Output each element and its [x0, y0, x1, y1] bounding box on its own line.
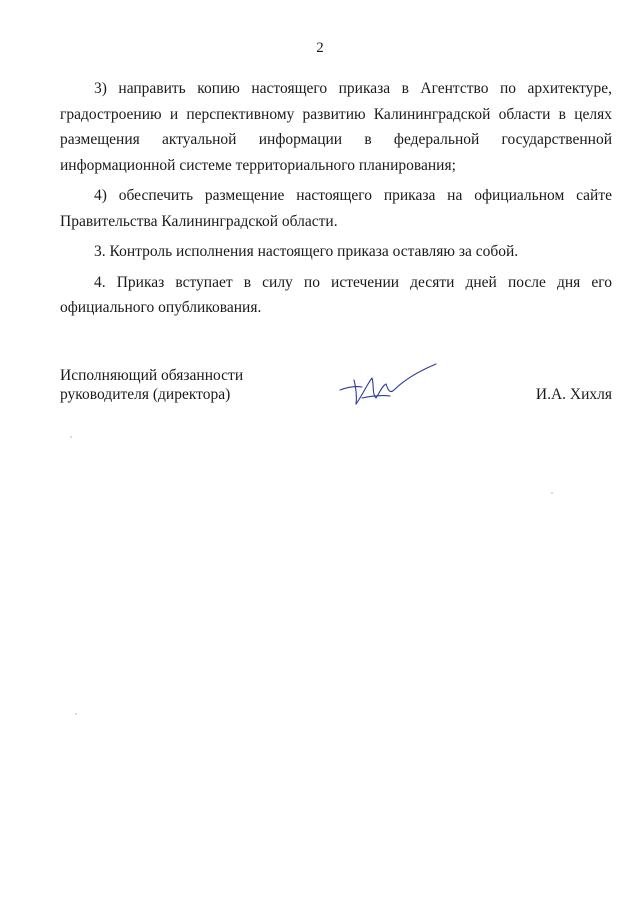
- page-number: 2: [316, 40, 324, 56]
- document-body: [60, 76, 612, 326]
- paragraph-effective-date: 4. Приказ вступает в силу по истечении десяти дней после дня его официального опубликования.: [60, 273, 612, 316]
- paragraph-control: 3. Контроль исполнения настоящего приказа оставляю за собой.: [94, 243, 519, 260]
- paragraph-item-3: 3) направить копию настоящего приказа в Агентство по архитектуре, градостроению и перспективному развитию Калининградской области в целях размещения актуальной информации в федеральной государственной информационной системе территориального планирования;: [60, 80, 612, 174]
- signer-name: И.А. Хихля: [535, 386, 612, 403]
- signature-block: [60, 366, 612, 416]
- signer-position: Исполняющий обязанности руководителя (директора): [60, 367, 244, 403]
- handwritten-signature: [332, 360, 442, 408]
- paragraph-item-4: 4) обеспечить размещение настоящего приказа на официальном сайте Правительства Калининградской области.: [60, 187, 612, 230]
